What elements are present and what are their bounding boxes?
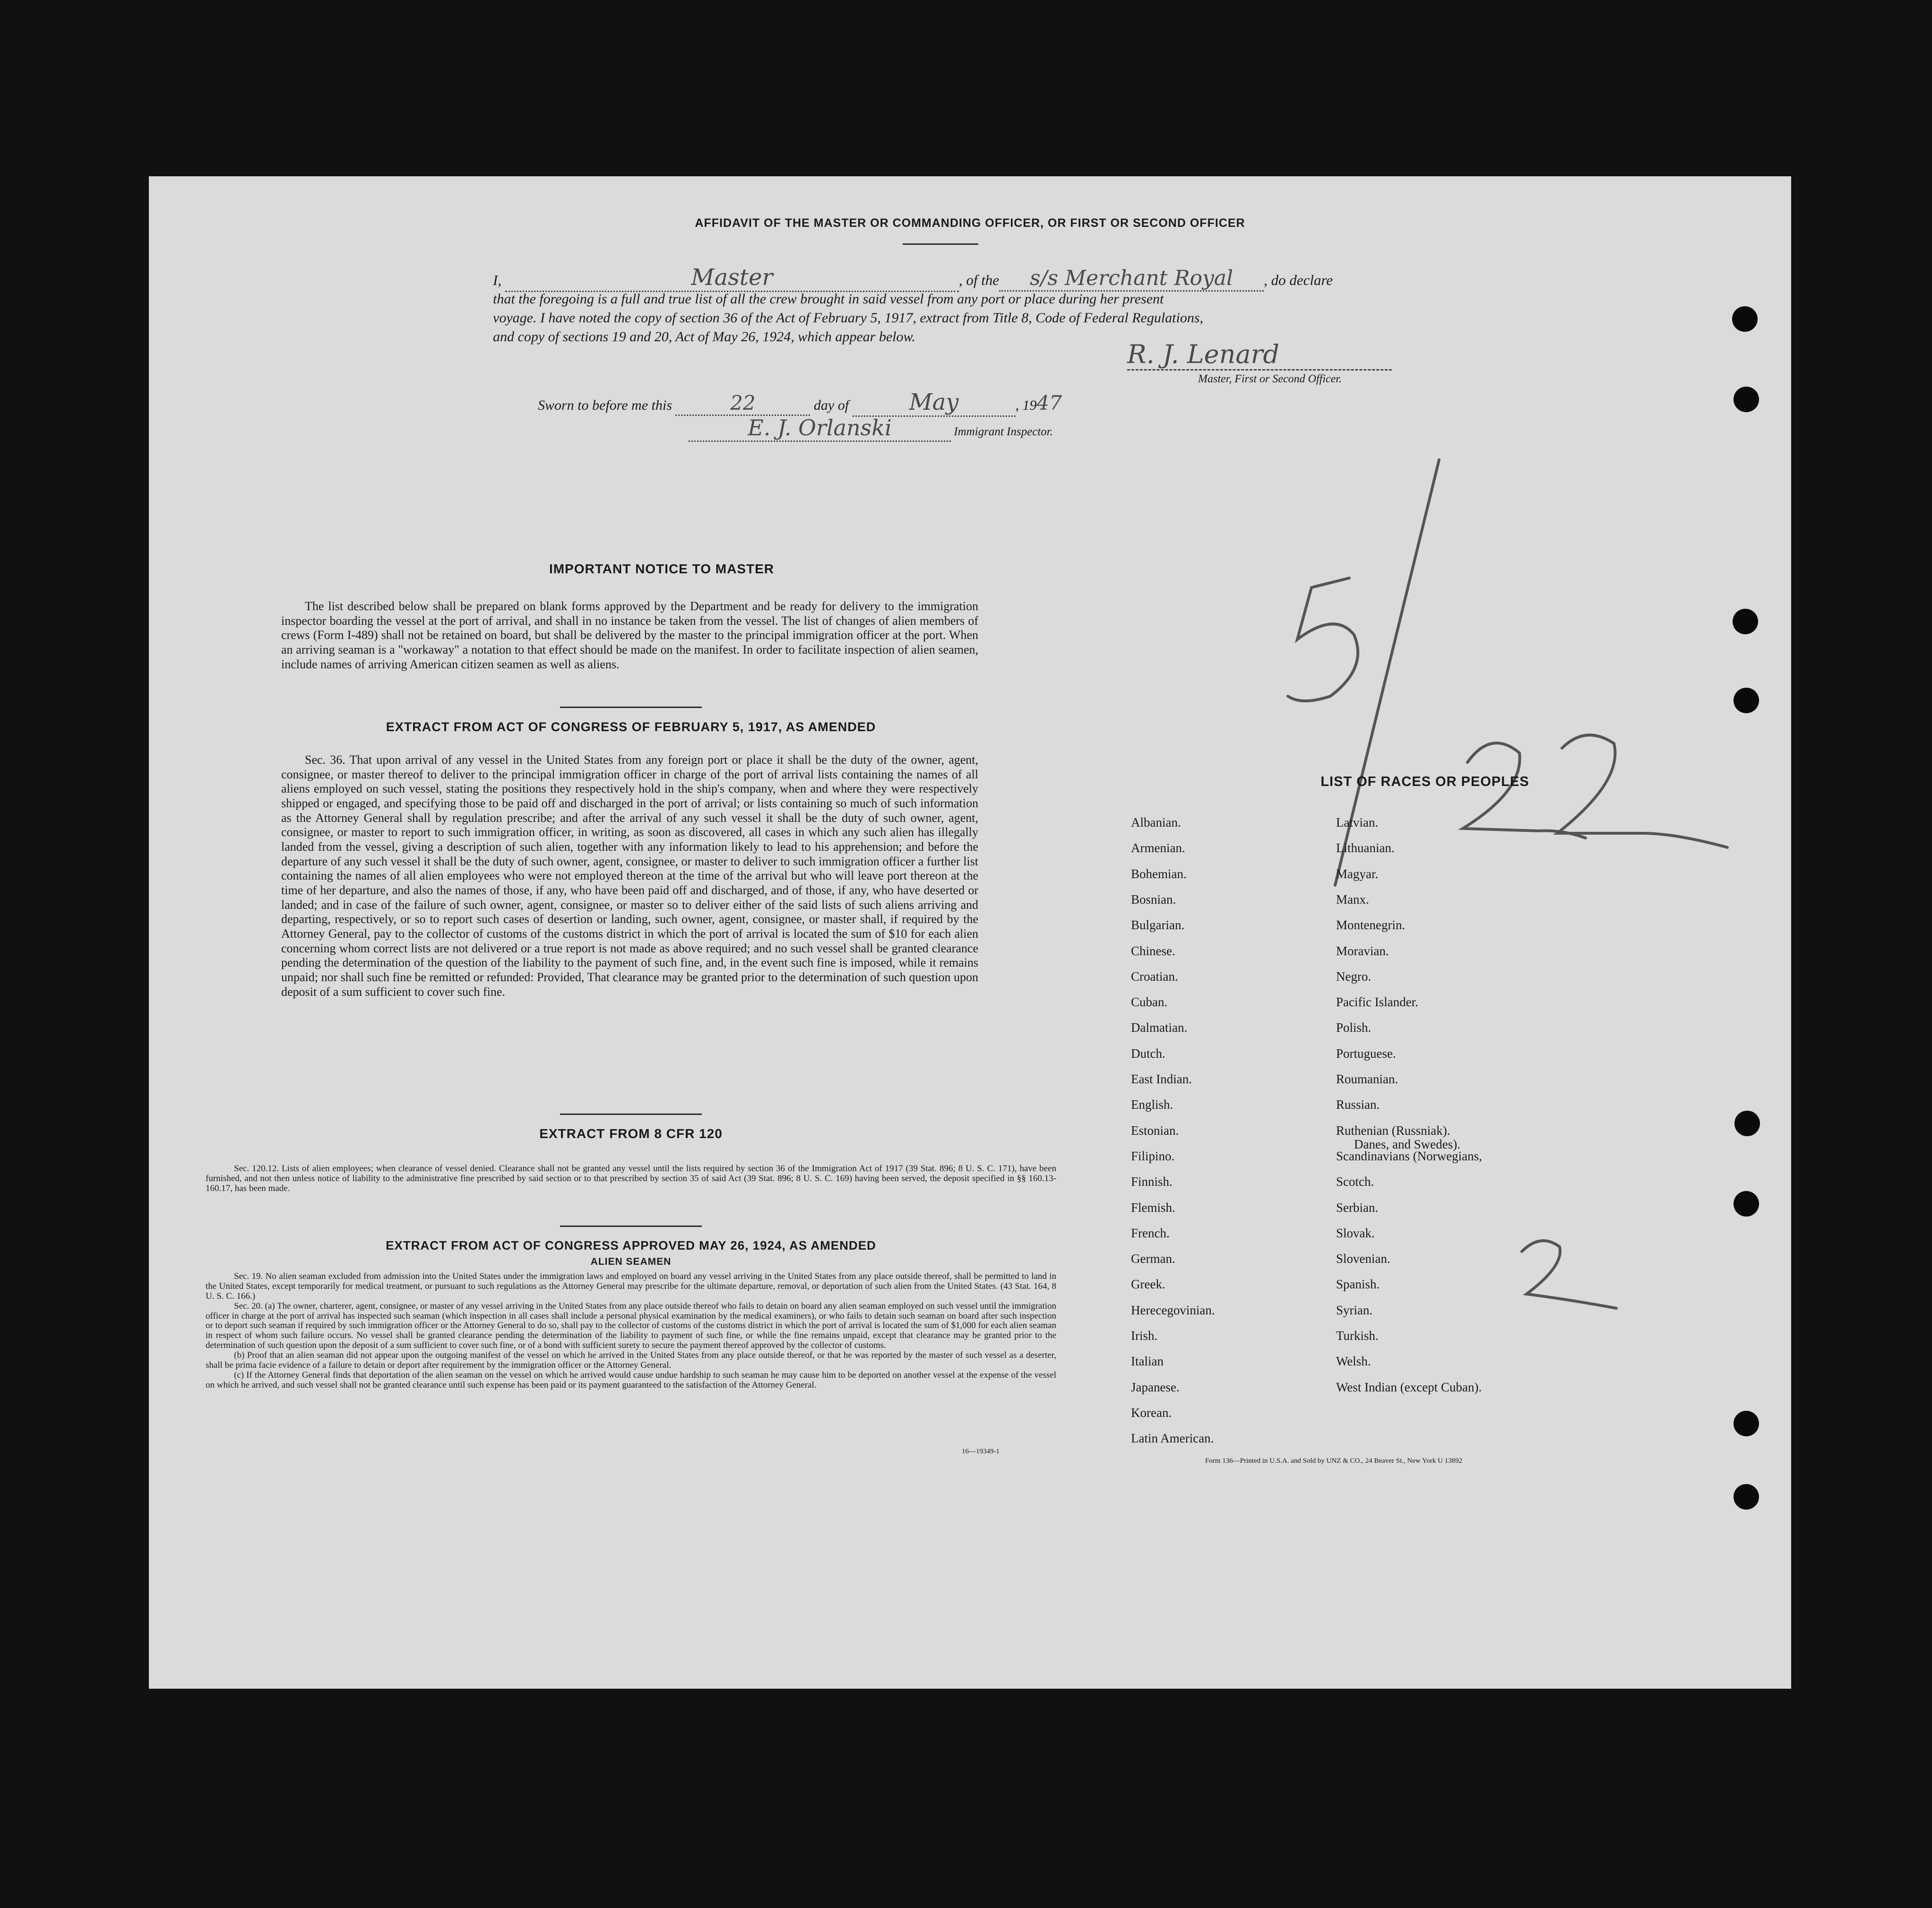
binder-hole [1734, 688, 1759, 713]
race-item: Pacific Islander. [1336, 995, 1418, 1010]
race-item: Welsh. [1336, 1354, 1371, 1369]
race-item: English. [1131, 1097, 1173, 1112]
race-item: Estonian. [1131, 1123, 1179, 1138]
print-code: 16—19349-1 [962, 1448, 1000, 1455]
race-item: Negro. [1336, 969, 1371, 984]
signature-caption: Master, First or Second Officer. [1198, 373, 1342, 385]
race-item: Bohemian. [1131, 866, 1187, 881]
race-item: French. [1131, 1226, 1170, 1240]
binder-hole [1734, 1111, 1760, 1136]
sworn-day: 22 [730, 391, 756, 414]
race-item: Bulgarian. [1131, 918, 1185, 932]
race-item: Filipino. [1131, 1148, 1175, 1163]
race-item: East Indian. [1131, 1072, 1192, 1086]
race-item: Latvian. [1336, 815, 1379, 829]
sec-20a-text: Sec. 20. (a) The owner, charterer, agent, consignee, or master of any vessel arriving in the United States from any place outside thereof who fails to detain on board any alien seaman employed on such vessel until the immigration officer in charge at the port of arrival has inspected such seaman (which inspection in all cases shall include a personal physical examination by the medical examiners), or who fails to detain such seaman on board after such inspection or to deport such seaman if required by such immigration officer or the Attorney General to do so, shall pay to the collector of customs of the customs district in which the port of arrival is located the sum of $1,000 for each alien seaman in respect of whom such failure occurs. No vessel shall be granted clearance pending the determination of the liability to payment of such fine, or while the fine remains unpaid, except that clearance may be granted prior to the determination of such question upon the deposit of a sum sufficient to cover such fine, or of a bond with sufficient surety to secure the payment thereof approved by the collector of customs. [206, 1301, 1056, 1351]
extract-1924-body [206, 1272, 1056, 1390]
race-item: Armenian. [1131, 841, 1185, 855]
inspector-signature: E. J. Orlanski [689, 415, 951, 442]
title-divider [903, 243, 978, 245]
race-item: Portuguese. [1336, 1046, 1396, 1061]
race-item: Herecegovinian. [1131, 1303, 1215, 1317]
races-title: LIST OF RACES OR PEOPLES [1320, 774, 1529, 789]
race-item: Magyar. [1336, 866, 1379, 881]
name-handwritten: Master [691, 264, 773, 291]
affidavit-line-3: voyage. I have noted the copy of section 36 of the Act of February 5, 1917, extract from Title 8, Code of Federal Regulations, [493, 310, 1204, 326]
race-item: Chinese. [1131, 943, 1175, 958]
sworn-month-field [853, 389, 1016, 417]
binder-hole [1733, 609, 1758, 634]
name-field [505, 264, 959, 292]
race-item: Slovak. [1336, 1226, 1375, 1240]
race-item: Polish. [1336, 1020, 1371, 1035]
binder-hole [1734, 387, 1759, 412]
affidavit-line-1 [493, 264, 1333, 292]
race-item: Bosnian. [1131, 892, 1176, 907]
race-item: Montenegrin. [1336, 918, 1406, 932]
divider-1 [560, 707, 702, 708]
race-item: Syrian. [1336, 1303, 1373, 1317]
extract-1924-title: EXTRACT FROM ACT OF CONGRESS APPROVED MAY 26, 1924, AS AMENDED [386, 1238, 876, 1252]
affidavit-title: AFFIDAVIT OF THE MASTER OR COMMANDING OFFICER, OR FIRST OR SECOND OFFICER [695, 216, 1245, 230]
race-item: Manx. [1336, 892, 1369, 907]
declare-label: , do declare [1264, 272, 1333, 288]
race-item: Italian [1131, 1354, 1164, 1369]
of-the-label: , of the [958, 272, 1000, 288]
race-item: Ruthenian (Russniak). [1336, 1123, 1450, 1138]
extract-cfr-title: EXTRACT FROM 8 CFR 120 [539, 1126, 723, 1141]
race-item: Russian. [1336, 1097, 1380, 1112]
race-item: German. [1131, 1252, 1175, 1266]
affidavit-body [493, 290, 1457, 346]
document-page [149, 176, 1791, 1689]
race-item: Irish. [1131, 1329, 1158, 1343]
race-item: Slovenian. [1336, 1252, 1390, 1266]
sec-19-text: Sec. 19. No alien seaman excluded from admission into the United States under the immigration laws and employed on board any vessel arriving in the United States from any place outside thereof, shall be permitted to land in the United States, except temporarily for medical treatment, or pursuant to such regulations as the Attorney General may prescribe for the ultimate departure, removal, or deportation of such alien from the United States. (43 Stat. 164, 8 U. S. C. 166.) [206, 1271, 1056, 1301]
binder-hole [1734, 1191, 1759, 1217]
affidavit-line-4: and copy of sections 19 and 20, Act of May 26, 1924, which appear below. [493, 329, 915, 345]
master-signature: R. J. Lenard [1127, 339, 1392, 371]
race-item: Albanian. [1131, 815, 1181, 829]
race-item: Flemish. [1131, 1200, 1175, 1215]
inspector-caption: Immigrant Inspector. [954, 425, 1053, 438]
year-prefix: , 19 [1015, 397, 1037, 413]
race-item: Dutch. [1131, 1046, 1165, 1061]
race-item: Finnish. [1131, 1174, 1173, 1189]
sworn-line [538, 389, 1062, 417]
extract-1917-body: Sec. 36. That upon arrival of any vessel in the United States from any foreign port or place it shall be the duty of the owner, agent, consignee, or master thereof to deliver to the principal immigration officer in charge of the port of arrival lists containing the names of all aliens employed on such vessel, stating the positions they respectively hold in the ship's company, when and where they were respectively shipped or engaged, and specifying those to be paid off and discharged in the port of arrival; or lists containing so much of such information as the Attorney General shall by regulation prescribe; and after the arrival of any such vessel it shall be the duty of such owner, agent, consignee, or master to report to such immigration officer, in writing, as soon as discovered, all cases in which any such alien has illegally landed from the vessel, giving a description of such alien, together with any information likely to lead to his apprehension; and before the departure of any such vessel it shall be the duty of such owner, agent, consignee, or master to deliver to such immigration officer a further list containing the names of all alien employees who were not employed thereon at the time of the arrival but who will leave port thereon at the time of her departure, and also the names of those, if any, who have been paid off and discharged, and of those, if any, who have deserted or landed; and in case of the failure of such owner, agent, consignee, or master so to deliver either of the said lists of such aliens arriving and departing, respectively, or so to report such cases of desertion or landing, such owner, agent, consignee, or master shall, if required by the Attorney General, pay to the collector of customs of the customs district in which the port of arrival is located the sum of $10 for each alien concerning whom correct lists are not delivered or a true report is not made as above required; and no such vessel shall be granted clearance pending the determination of the question of the liability to the payment of such fine, and, in the event such fine is imposed, while it remains unpaid; nor shall such fine be remitted or refunded: Provided, That clearance may be granted prior to the determination of such question upon deposit of a sum sufficient to cover such fine. [281, 753, 978, 999]
inspector-line [689, 415, 1053, 442]
sec-20b-text: (b) Proof that an alien seaman did not appear upon the outgoing manifest of the vessel on which he arrived in the United States from any place outside thereof, or that he was reported by the master of such vessel as a deserter, shall be prima facie evidence of a failure to detain or deport after requirement by the immigration officer or the Attorney General. [206, 1350, 1056, 1371]
extract-1924-subtitle: ALIEN SEAMEN [590, 1256, 672, 1267]
binder-hole [1732, 306, 1758, 332]
race-item: Moravian. [1336, 943, 1389, 958]
i-label: I, [493, 272, 502, 288]
race-item: Danes, and Swedes). [1354, 1137, 1460, 1151]
race-item: Cuban. [1131, 995, 1168, 1010]
divider-2 [560, 1114, 702, 1115]
race-item: Spanish. [1336, 1277, 1380, 1292]
race-item: Lithuanian. [1336, 841, 1395, 855]
race-item: Scotch. [1336, 1174, 1374, 1189]
day-of-label: day of [813, 397, 849, 413]
race-item: West Indian (except Cuban). [1336, 1380, 1482, 1394]
sworn-day-field [675, 391, 810, 416]
race-item: Korean. [1131, 1405, 1172, 1420]
race-item: Japanese. [1131, 1380, 1180, 1394]
binder-hole [1734, 1484, 1759, 1510]
handwritten-date-mark [1132, 422, 1770, 918]
binder-hole [1734, 1411, 1759, 1436]
form-footer: Form 136—Printed in U.S.A. and Sold by UNZ & CO., 24 Beaver St., New York U 13892 [1205, 1457, 1463, 1465]
extract-1917-title: EXTRACT FROM ACT OF CONGRESS OF FEBRUARY 5, 1917, AS AMENDED [386, 720, 876, 734]
vessel-field [999, 266, 1264, 292]
race-item: Dalmatian. [1131, 1020, 1188, 1035]
affidavit-line-2: that the foregoing is a full and true list of all the crew brought in said vessel from any port or place during her present [493, 291, 1164, 307]
sworn-month: May [909, 389, 959, 415]
race-item: Serbian. [1336, 1200, 1379, 1215]
sworn-label: Sworn to before me this [538, 397, 672, 413]
sec-20c-text: (c) If the Attorney General finds that deportation of the alien seaman on the vessel on which he arrived would cause undue hardship to such seaman he may cause him to be deported on another vessel at the expense of the vessel on which he arrived, and such vessel shall not be granted clearance until such expense has been paid or its payment guaranteed to the satisfaction of the Attorney General. [206, 1370, 1056, 1390]
race-item: Greek. [1131, 1277, 1165, 1292]
race-item: Roumanian. [1336, 1072, 1398, 1086]
notice-title: IMPORTANT NOTICE TO MASTER [549, 561, 775, 576]
race-item: Croatian. [1131, 969, 1178, 984]
race-item: Latin American. [1131, 1431, 1214, 1446]
vessel-handwritten: s/s Merchant Royal [1030, 266, 1233, 290]
sworn-year: 47 [1036, 391, 1062, 414]
notice-body: The list described below shall be prepared on blank forms approved by the Department and be ready for delivery to the immigration inspector boarding the vessel at the port of arrival, and shall in no instance be taken from the vessel. The list of changes of alien members of crews (Form I-489) shall not be retained on board, but shall be delivered by the master to the principal immigration officer at the port. When an arriving seaman is a "workaway" a notation to that effect should be made on the manifest. In order to facilitate inspection of alien seamen, include names of arriving American citizen seamen as well as aliens. [281, 599, 978, 671]
race-item: Turkish. [1336, 1329, 1379, 1343]
handwritten-page-mark [1508, 1228, 1621, 1313]
race-item: Scandinavians (Norwegians, [1336, 1148, 1482, 1163]
extract-cfr-body: Sec. 120.12. Lists of alien employees; when clearance of vessel denied. Clearance shall not be granted any vessel until the lists required by section 36 of the Immigration Act of 1917 (39 Stat. 896; 8 U. S. C. 171), have been furnished, and not then unless notice of liability to the administrative fine prescribed by said section or to that prescribed by section 35 of said Act (39 Stat. 896; 8 U. S. C. 169) having been served, the deposit specified in §§ 160.13-160.17, has been made. [206, 1164, 1056, 1193]
divider-3 [560, 1226, 702, 1227]
